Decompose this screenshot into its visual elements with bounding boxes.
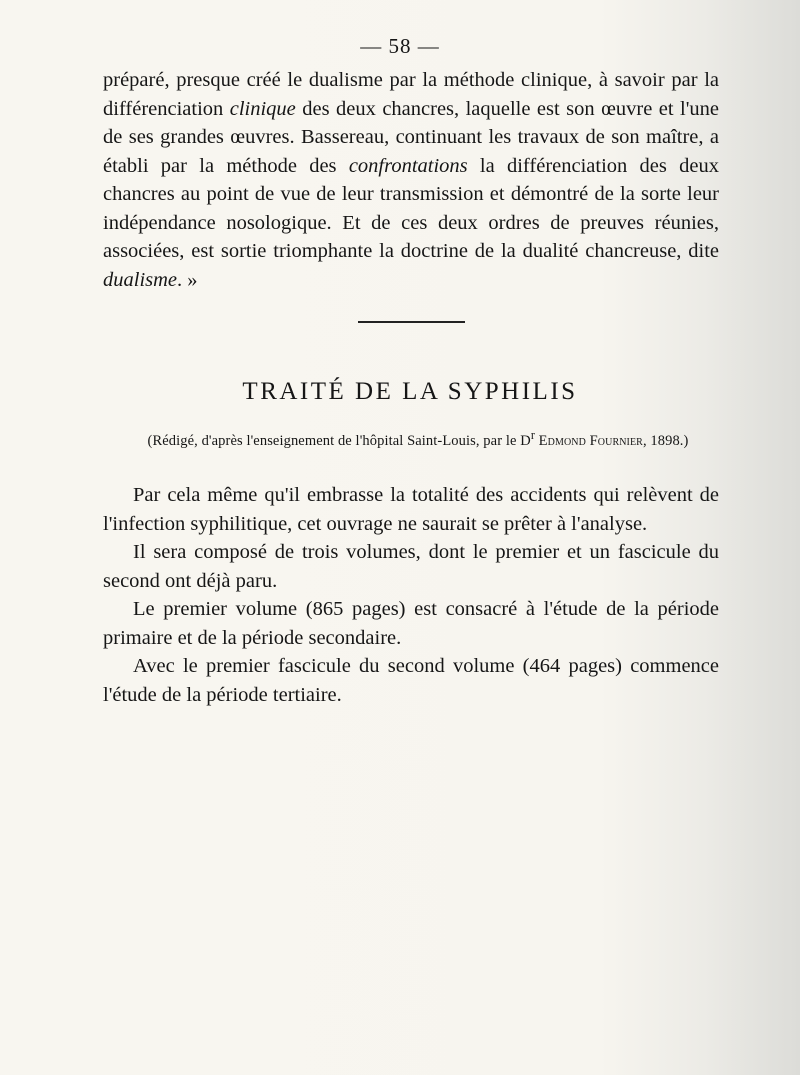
section-separator-rule (358, 321, 465, 323)
body-paragraph-2: Il sera composé de trois volumes, dont le premier et un fascicule du second ont déjà paru. (103, 541, 719, 592)
subtitle-sup: r (530, 428, 535, 442)
intro-italic-clinique: clinique (229, 97, 296, 120)
subtitle-text: (Rédigé, d'après l'enseignement de l'hôpital Saint-Louis, par le D (147, 432, 531, 449)
body-paragraph-4: Avec le premier fascicule du second volume (464 pages) commence l'étude de la période tertiaire. (103, 655, 719, 706)
intro-text-2: des deux chancres, laquelle est son œuvre et l'une de ses grandes œuvres. Bassereau, continuant les travaux de son maître, a établi par la méthode des (103, 97, 719, 177)
subtitle-author: Edmond Fournier (538, 432, 643, 449)
intro-italic-dualisme: dualisme (103, 268, 178, 291)
section-subtitle (108, 428, 728, 450)
intro-paragraph (103, 66, 719, 294)
section-title: TRAITÉ DE LA SYPHILIS (242, 378, 578, 405)
body-paragraph-3: Le premier volume (865 pages) est consacré à l'étude de la période primaire et de la période secondaire. (103, 598, 719, 649)
intro-text-3: la différenciation des deux chancres au point de vue de leur transmission et démontré de la sorte leur indépendance nosologique. Et de ces deux ordres de preuves réunies, associées, est sortie triomphante la doctrine de la dualité chancreuse, dite (103, 154, 720, 262)
section-body (103, 481, 719, 709)
subtitle-date: , 1898.) (642, 432, 689, 449)
intro-text-end: . » (177, 268, 198, 291)
body-paragraph-1: Par cela même qu'il embrasse la totalité des accidents qui relèvent de l'infection syphilitique, cet ouvrage ne saurait se prêter à l'analyse. (103, 484, 719, 535)
intro-italic-confrontations: confrontations (348, 154, 468, 177)
page-number: — 58 — (360, 34, 440, 58)
intro-text-1: préparé, presque créé le dualisme par la méthode clinique, à savoir par la différenciation (103, 69, 719, 120)
